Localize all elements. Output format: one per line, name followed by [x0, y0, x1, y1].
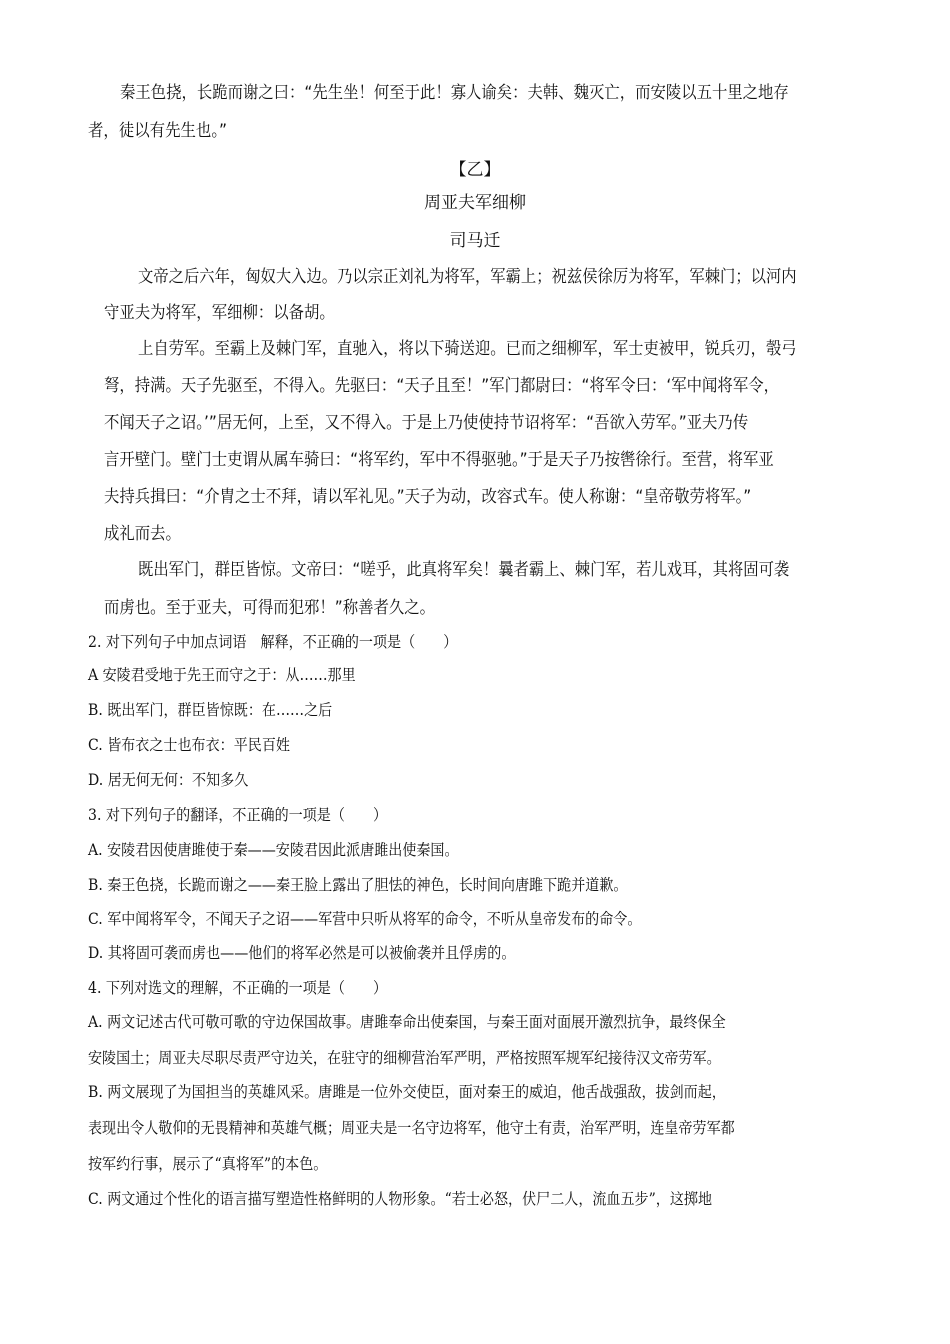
question-line: A. 安陵君因使唐雎使于秦——安陵君因此派唐雎出使秦国。	[88, 841, 459, 859]
question-line: B. 既出军门，群臣皆惊既：在……之后	[88, 701, 333, 719]
passage-title: 周亚夫军细柳	[424, 193, 526, 213]
question-line: 按军约行事，展示了“真将军”的本色。	[88, 1155, 328, 1173]
question-line: D. 居无何无何：不知多久	[88, 771, 249, 789]
passage-yi-line: 上自劳军。至霸上及棘门军，直驰入，将以下骑送迎。已而之细柳军，军士吏被甲，锐兵刃，彀弓	[138, 339, 797, 359]
passage-author: 司马迁	[449, 231, 501, 251]
passage-yi-line: 言开壁门。壁门士吏谓从属车骑曰：“将军约，军中不得驱驰。”于是天子乃按辔徐行。至营，将军亚	[104, 450, 774, 470]
passage-jia-line: 秦王色挠，长跪而谢之曰：“先生坐！何至于此！寡人谕矣：夫韩、魏灭亡，而安陵以五十里之地存	[120, 83, 789, 103]
question-line: 2. 对下列句子中加点词语 解释，不正确的一项是（ ）	[88, 633, 458, 651]
passage-yi-line: 夫持兵揖曰：“介胄之士不拜，请以军礼见。”天子为动，改容式车。使人称谢：“皇帝敬劳将军。”	[104, 487, 752, 507]
passage-yi-line: 而虏也。至于亚夫，可得而犯邪！”称善者久之。	[104, 598, 436, 618]
question-line: D. 其将固可袭而虏也——他们的将军必然是可以被偷袭并且俘虏的。	[88, 944, 516, 962]
passage-yi-line: 成礼而去。	[104, 524, 181, 544]
question-line: B. 秦王色挠，长跪而谢之——秦王脸上露出了胆怯的神色，长时间向唐雎下跪并道歉。	[88, 876, 628, 894]
question-line: 4. 下列对选文的理解，不正确的一项是（ ）	[88, 979, 388, 997]
question-line: B. 两文展现了为国担当的英雄风采。唐雎是一位外交使臣，面对秦王的威迫，他舌战强敌，拔剑而起，	[88, 1083, 726, 1101]
passage-yi-line: 不闻天子之诏。’”居无何，上至，又不得入。于是上乃使使持节诏将军：“吾欲入劳军。”亚夫乃传	[104, 413, 749, 433]
passage-yi-line: 守亚夫为将军，军细柳：以备胡。	[104, 303, 335, 323]
question-line: C. 皆布衣之士也布衣：平民百姓	[88, 736, 290, 754]
question-line: C. 军中闻将军令，不闻天子之诏——军营中只听从将军的命令，不听从皇帝发布的命令。	[88, 910, 642, 928]
question-line: 3. 对下列句子的翻译，不正确的一项是（ ）	[88, 806, 388, 824]
section-label-yi: 【乙】	[449, 160, 501, 180]
question-line: 表现出令人敬仰的无畏精神和英雄气概；周亚夫是一名守边将军，他守土有责，治军严明，连皇帝劳军都	[88, 1119, 735, 1137]
question-line: C. 两文通过个性化的语言描写塑造性格鲜明的人物形象。“若士必怒，伏尸二人，流血五步”，这掷地	[88, 1190, 713, 1208]
question-line: A. 两文记述古代可敬可歌的守边保国故事。唐雎奉命出使秦国，与秦王面对面展开激烈抗争，最终保全	[88, 1013, 726, 1031]
passage-jia-line: 者，徒以有先生也。”	[88, 121, 228, 141]
question-line: A 安陵君受地于先王而守之于：从……那里	[88, 666, 356, 684]
passage-yi-line: 既出军门，群臣皆惊。文帝曰：“嗟乎，此真将军矣！曩者霸上、棘门军，若儿戏耳，其将固可袭	[138, 560, 790, 580]
passage-yi-line: 文帝之后六年，匈奴大入边。乃以宗正刘礼为将军，军霸上；祝兹侯徐厉为将军，军棘门；以河内	[138, 267, 797, 287]
question-line: 安陵国土；周亚夫尽职尽责严守边关，在驻守的细柳营治军严明，严格按照军规军纪接待汉文帝劳军。	[88, 1049, 721, 1067]
passage-yi-line: 弩，持满。天子先驱至，不得入。先驱曰：“天子且至！”军门都尉曰：“将军令曰：‘军中闻将军令，	[104, 376, 779, 396]
